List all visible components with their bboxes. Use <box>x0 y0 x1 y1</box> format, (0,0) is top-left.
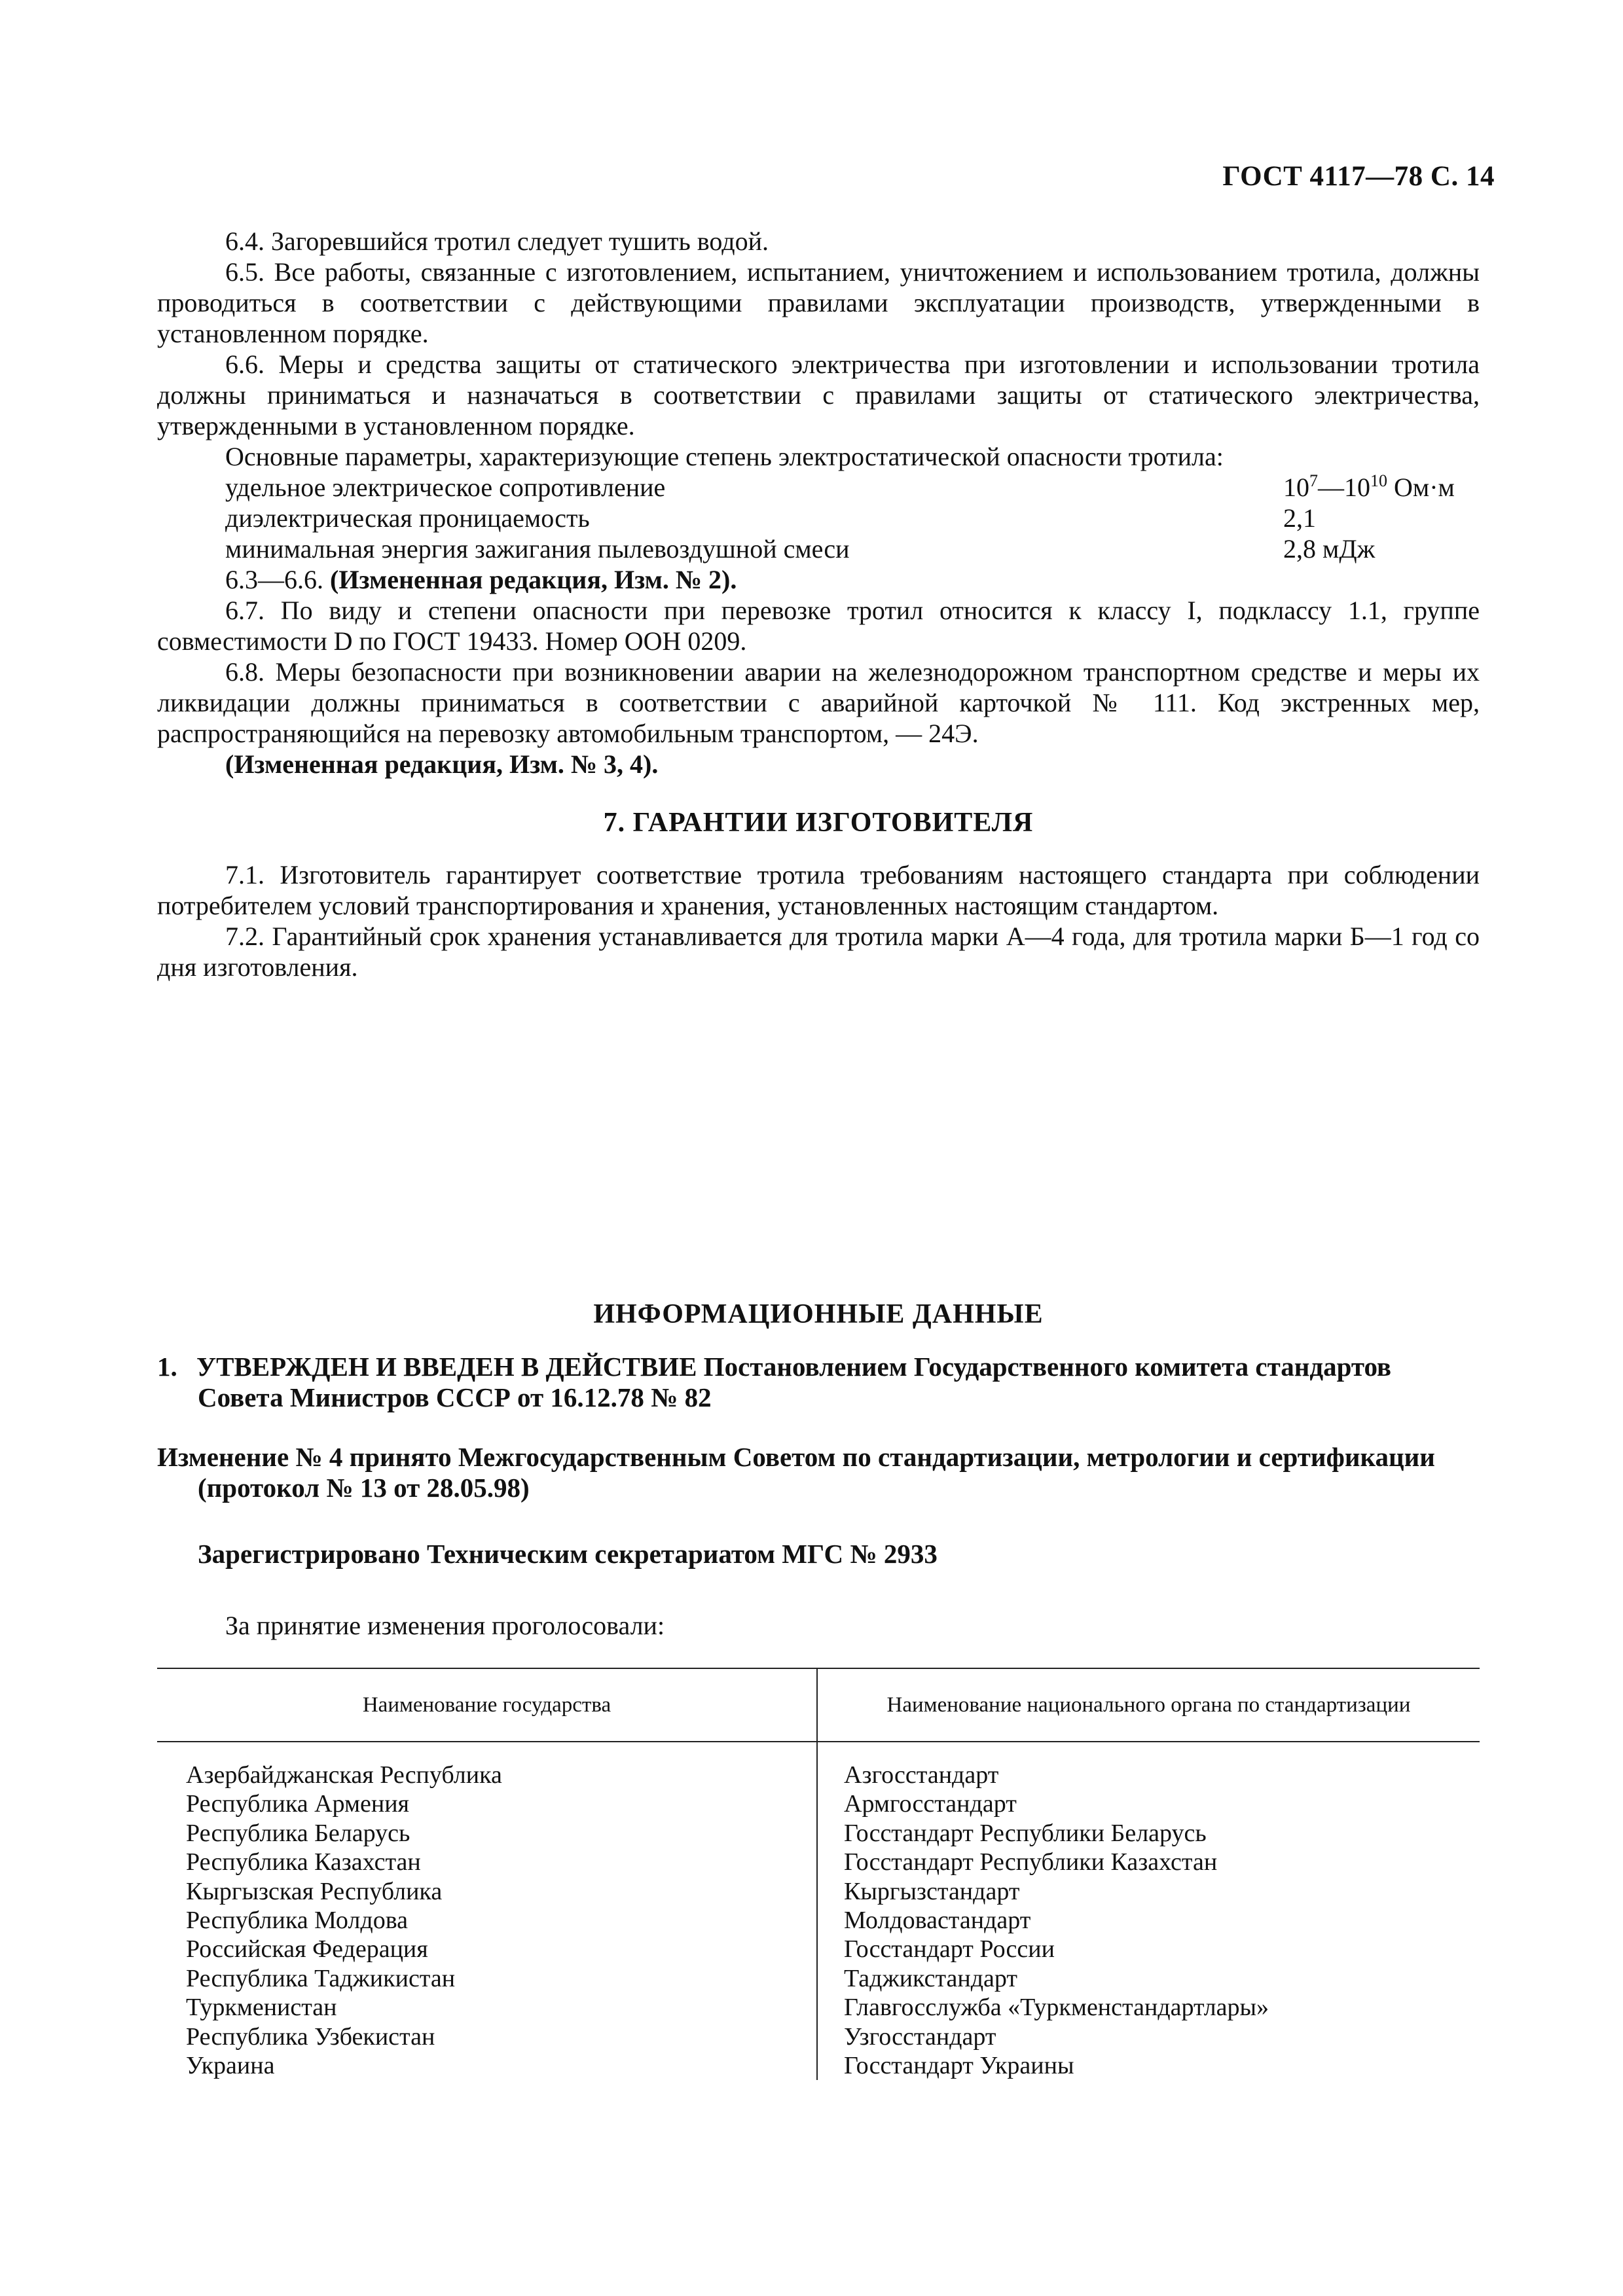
param-row <box>157 533 1480 564</box>
state-cell: Республика Беларусь <box>157 1819 817 1848</box>
body-cell: Госстандарт Украины <box>844 2052 1074 2080</box>
paragraph-7-1: 7.1. Изготовитель гарантирует соответствие тротила требованиям настоящего стандарта при соблюдении потребителем условий транспортирования и хранения, установленных настоящим стандартом. <box>157 860 1480 920</box>
paragraph-6-8: 6.8. Меры безопасности при возникновении аварии на железнодорожном транспортном средстве и меры их ликвидации должны приниматься в соответствии с аварийной карточкой № 111. Код экстренных мер, распространяющийся на перевозку автомобильным транспортом, — 24Э. <box>157 657 1480 748</box>
state-cell: Республика Таджикистан <box>157 1964 817 1993</box>
table-row <box>157 1935 1480 1964</box>
edit-note-6-3-6-6: 6.3—6.6. (Измененная редакция, Изм. № 2). <box>225 565 737 594</box>
state-cell: Республика Казахстан <box>157 1848 817 1876</box>
param-value: $10^7—10^{10}$ Ом·м <box>1283 471 1455 502</box>
table-row <box>157 1848 1480 1876</box>
state-cell: Российская Федерация <box>157 1935 817 1964</box>
param-name: минимальная энергия зажигания пылевоздушной смеси <box>225 534 850 564</box>
state-cell: Республика Молдова <box>157 1906 817 1935</box>
state-cell: Республика Узбекистан <box>157 2022 817 2051</box>
body-cell: Узгосстандарт <box>844 2022 996 2051</box>
state-cell: Азербайджанская Республика <box>157 1742 817 1789</box>
column-header-body: Наименование национального органа по стандартизации <box>817 1668 1480 1742</box>
table-row <box>157 1819 1480 1848</box>
body-cell: Кыргызстандарт <box>844 1877 1020 1905</box>
paragraph-6-5: 6.5. Все работы, связанные с изготовлением, испытанием, уничтожением и использованием тротила, должны проводиться в соответствии с действующими правилами эксплуатации производств, утвержденными в установленном порядке. <box>157 257 1480 348</box>
table-row <box>157 1964 1480 1993</box>
column-header-state: Наименование государства <box>157 1668 817 1742</box>
paragraph-6-4: 6.4. Загоревшийся тротил следует тушить водой. <box>225 226 769 256</box>
table-row <box>157 1742 1480 1789</box>
param-name: диэлектрическая проницаемость <box>225 503 590 533</box>
body-cell: Главгосслужба «Туркменстандартлары» <box>844 1994 1269 2022</box>
section-7-title: 7. ГАРАНТИИ ИЗГОТОВИТЕЛЯ <box>603 808 1034 838</box>
table-row <box>157 2022 1480 2051</box>
page-header: ГОСТ 4117—78 С. 14 <box>1222 161 1495 192</box>
state-cell: Кыргызская Республика <box>157 1877 817 1906</box>
paragraph-6-6: 6.6. Меры и средства защиты от статического электричества при изготовлении и использовании тротила должны приниматься и назначаться в соответствии с правилами защиты от статического электричества, утвержденными в установленном порядке. <box>157 350 1480 440</box>
body-cell: Госстандарт Республики Казахстан <box>844 1848 1218 1876</box>
votes-label: За принятие изменения проголосовали: <box>225 1611 665 1640</box>
body-cell: Таджикстандарт <box>844 1964 1018 1992</box>
registration-note: Зарегистрировано Техническим секретариатом МГС № 2933 <box>198 1539 938 1569</box>
state-cell: Туркменистан <box>157 1993 817 2022</box>
table-row <box>157 1906 1480 1935</box>
body-cell: Азгосстандарт <box>844 1761 999 1789</box>
state-cell: Украина <box>157 2051 817 2080</box>
param-row <box>157 503 1480 533</box>
section-6-text <box>157 226 1480 982</box>
info-data-title: ИНФОРМАЦИОННЫЕ ДАННЫЕ <box>593 1299 1044 1329</box>
info-data-block <box>157 1352 1480 1570</box>
body-cell: Госстандарт Республики Беларусь <box>844 1819 1207 1847</box>
body-cell: Молдовастандарт <box>844 1907 1031 1935</box>
param-row <box>157 472 1480 503</box>
params-intro: Основные параметры, характеризующие степень электростатической опасности тротила: <box>225 442 1224 471</box>
table-row <box>157 2051 1480 2080</box>
paragraph-7-2: 7.2. Гарантийный срок хранения устанавливается для тротила марки А—4 года, для тротила марки Б—1 год со дня изготовления. <box>157 922 1480 982</box>
edit-note-6-8: (Измененная редакция, Изм. № 3, 4). <box>225 749 659 779</box>
params-list <box>157 472 1480 564</box>
table-header-row <box>157 1668 1480 1742</box>
paragraph-6-7: 6.7. По виду и степени опасности при перевозке тротил относится к классу I, подклассу 1.1, группе совместимости D по ГОСТ 19433. Номер ООН 0209. <box>157 596 1480 656</box>
state-cell: Республика Армения <box>157 1789 817 1818</box>
table-row <box>157 1877 1480 1906</box>
info-item-1: 1. УТВЕРЖДЕН И ВВЕДЕН В ДЕЙСТВИЕ Постановлением Государственного комитета стандартов Совета Министров СССР от 16.12.78 № 82 <box>157 1352 1392 1412</box>
table-row <box>157 1789 1480 1818</box>
change-4-info: Изменение № 4 принято Межгосударственным Советом по стандартизации, метрологии и сертификации (протокол № 13 от 28.05.98) <box>157 1442 1435 1503</box>
table-row <box>157 1993 1480 2022</box>
body-cell: Госстандарт России <box>844 1935 1055 1964</box>
param-value: 2,1 <box>1283 503 1316 533</box>
states-table <box>157 1668 1480 2080</box>
param-name: удельное электрическое сопротивление <box>225 473 666 502</box>
body-cell: Армгосстандарт <box>844 1790 1017 1818</box>
param-value: 2,8 мДж <box>1283 534 1376 564</box>
